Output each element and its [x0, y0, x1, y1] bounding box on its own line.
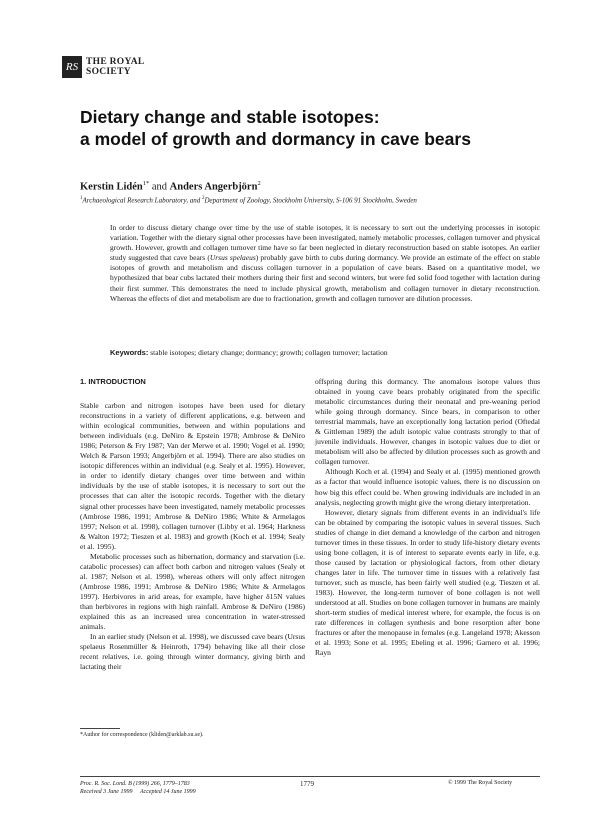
left-column [80, 377, 305, 672]
paragraph: However, dietary signals from different events in an individual's life can be obtained by comparing the isotopic values in several tissues. Such studies of change in diet demand a knowledge of the carbon and nitrogen turnover times in these tissues. In order to study life-history dietary events using bone collagen, it is of interest to separate events early in life, e.g. those caused by lactation or physiological factors, from other dietary changes later in life. The turnover time in tissues with a relatively fast turnover, such as muscle, has been fairly well studied (e.g. Tieszen et al. 1983). However, the long-term turnover of bone collagen is not well understood at all. Studies on bone collagen turnover in humans are mainly short-term studies of medical interest where, for example, the focus is on rate differences in collagen synthesis and bone resorption after bone fractures or after the menopause in females (e.g. Langeland 1978; Akesson et al. 1993; Sone et al. 1995; Ebeling et al. 1996; Garnero et al. 1996; Rayn [315, 507, 540, 658]
royal-society-crest-icon: RS [62, 56, 82, 78]
abstract: In order to discuss dietary change over time by the use of stable isotopes, it is necessary to sort out the underlying processes in isotopic variation. Together with the dietary signal other processes have been investigated, namely metabolic processes, collagen turnover and physical growth. However, growth and collagen turnover time have so far been neglected in dietary reconstruction based on stable isotopes. An earlier study suggested that cave bears (Ursus spelaeus) probably gave birth to cubs during dormancy. We provide an estimate of the effect on stable isotopes of growth and metabolism and discuss collagen turnover in a population of cave bears. Based on a quantitative model, we hypothesized that bear cubs lactated their mothers during their first and second winters, but were fed solid food together with lactation during their first summer. This demonstrates the need to include physical growth, metabolism and collagen turnover in dietary reconstruction. Whereas the effects of diet and metabolism are due to fractionation, growth and collagen turnover are dilution processes. [110, 223, 540, 303]
paragraph: offspring during this dormancy. The anomalous isotope values thus obtained in young cave bears probably originated from the specific metabolic circumstances during their neonatal and pre-weaning period while going through dormancy. Since bears, in comparison to other terrestrial mammals, have an exceptionally long lactation period (Oftedal & Gittleman 1989) the adult isotopic value contrasts strongly to that of juvenile individuals. However, changes in isotopic values due to diet or metabolism will also be affected by dilution processes such as growth and collagen turnover. [315, 377, 540, 467]
paragraph: Although Koch et al. (1994) and Sealy et al. (1995) mentioned growth as a factor that would influence isotopic values, there is no discussion on how big this effect could be. When growing individuals are included in an analysis, neglecting growth might give the wrong dietary interpretation. [315, 467, 540, 507]
footnote: *Author for correspondence (kliden@arklab.su.se). [80, 732, 204, 738]
publisher-name: THE ROYAL SOCIETY [86, 57, 145, 77]
affiliation: $^1$Archaeological Research Laboratory, and $^2$Department of Zoology, Stockholm University, S-106 91 Stockholm, Sweden [80, 196, 417, 205]
paragraph: In an earlier study (Nelson et al. 1998), we discussed cave bears (Ursus spelaeus Rosenmüller & Heinroth, 1794) behaving like all their close recent relatives, i.e. going through winter dormancy, giving birth and lactating their [80, 632, 305, 672]
footnote-divider [80, 728, 120, 729]
citation-info: Proc. R. Soc. Lond. B (1999) 266, 1779–1783 Received 3 June 1999 Accepted 14 June 1999 [80, 781, 196, 795]
royal-society-logo [62, 56, 172, 82]
section-heading: 1. INTRODUCTION [80, 377, 146, 386]
paper-title: Dietary change and stable isotopes: a model of growth and dormancy in cave bears [80, 107, 471, 149]
author-list: Kerstin Lidén$^{1*}$ and Anders Angerbjörn$^2$ [80, 180, 261, 193]
page-number: 1779 [300, 780, 314, 788]
copyright: © 1999 The Royal Society [448, 780, 513, 786]
paragraph: Stable carbon and nitrogen isotopes have been used for dietary reconstructions in a variety of different applications, e.g. between and within ecological communities, between and within populations and between individuals (e.g. DeNiro & Epstein 1978; Ambrose & DeNiro 1986; Peterson & Fry 1987; Van der Merwe et al. 1990; Vogel et al. 1990; Welch & Parson 1993; Angerbjörn et al. 1994). There are also studies on isotopic differences within an individual (e.g. Sealy et al. 1995). However, in order to identify dietary changes over time between and within individuals by the use of stable isotopes, it is necessary to sort out the processes that can alter the isotopic records. Together with the dietary signal other processes have been investigated, namely metabolic processes (Ambrose 1986, 1991; Ambrose & DeNiro 1986; White & Armelagos 1997; Nelson et al. 1998), collagen turnover (Libby et al. 1964; Harkness & Walton 1972; Tieszen et al. 1983) and growth (Koch et al. 1994; Sealy et al. 1995). [80, 401, 305, 551]
footer-divider [80, 776, 540, 777]
keywords: Keywords: stable isotopes; dietary change; dormancy; growth; collagen turnover; lactation [110, 348, 388, 357]
right-column [315, 377, 540, 658]
paragraph: Metabolic processes such as hibernation, dormancy and starvation (i.e. catabolic processes) can affect both carbon and nitrogen values (Sealy et al. 1987; Nelson et al. 1998), whereas others will only affect nitrogen (Ambrose 1986, 1991; Ambrose & DeNiro 1986; White & Armelagos 1997). Herbivores in arid areas, for example, have higher δ15N values than herbivores in regions with high rainfall. Ambrose & DeNiro (1986) explained this as an increased urea concentration in water-stressed animals. [80, 551, 305, 632]
